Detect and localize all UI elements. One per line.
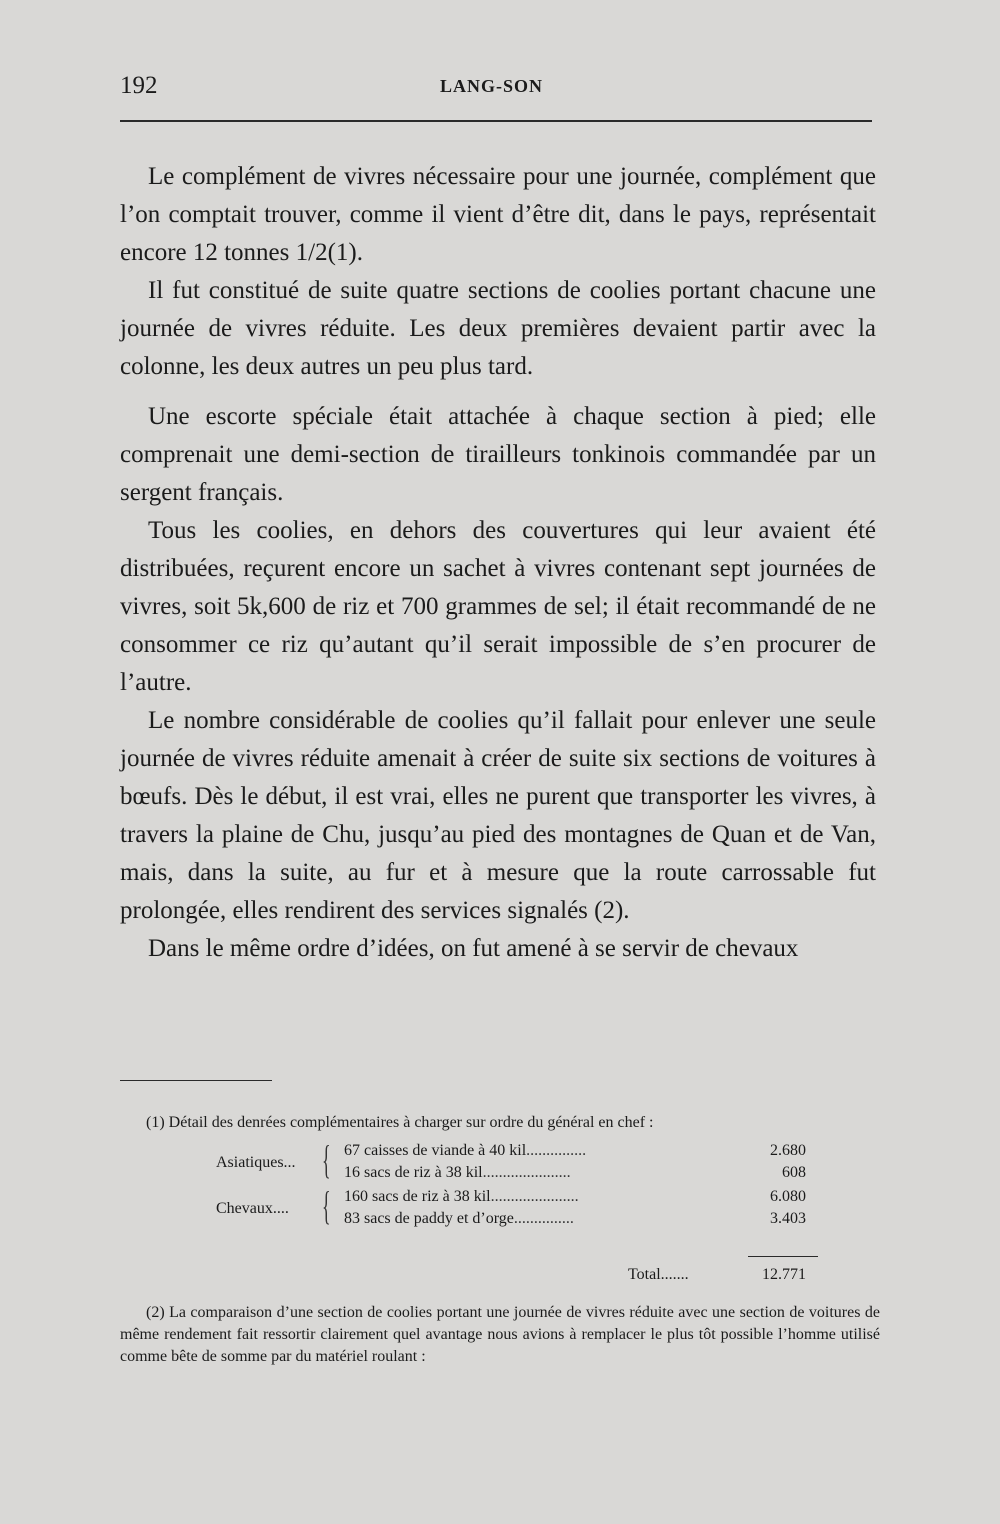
paragraph: Il fut constitué de suite quatre sections de coolies portant chacune une journée de vivres réduite. Les deux premières devaient partir avec la colonne, les deux autres un peu plus tard. bbox=[120, 277, 876, 380]
group-label: Asiatiques... bbox=[216, 1154, 296, 1171]
page-header bbox=[120, 72, 872, 106]
page-number: 192 bbox=[120, 72, 158, 99]
paragraph: Dans le même ordre d’idées, on fut amené à se servir de chevaux bbox=[148, 935, 799, 962]
brace-glyph: { bbox=[322, 1183, 331, 1228]
row-value: 3.403 bbox=[770, 1210, 806, 1227]
main-text bbox=[120, 158, 876, 968]
row-value: 608 bbox=[782, 1164, 806, 1181]
paragraph: Une escorte spéciale était attachée à chaque section à pied; elle comprenait une demi-section de tirailleurs tonkinois commandée par un sergent français. bbox=[120, 403, 876, 506]
footnote-1-table bbox=[120, 1137, 880, 1288]
header-rule bbox=[120, 120, 872, 122]
footnote-1-intro: (1) Détail des denrées complémentaires à charger sur ordre du général en chef : bbox=[146, 1114, 654, 1131]
paragraph: Tous les coolies, en dehors des couvertures qui leur avaient été distribuées, reçurent encore un sachet à vivres contenant sept journées de vivres, soit 5k,600 de riz et 700 grammes de sel; il était recommandé de ne consommer ce riz qu’autant qu’il serait impossible de s’en procurer de l’autre. bbox=[120, 517, 876, 696]
total-label: Total....... bbox=[628, 1266, 689, 1283]
brace-glyph: { bbox=[322, 1137, 331, 1182]
footnotes bbox=[120, 1112, 880, 1368]
group-label: Chevaux.... bbox=[216, 1200, 289, 1217]
total-rule bbox=[748, 1256, 818, 1257]
paragraph: Le complément de vivres nécessaire pour une journée, complément que l’on comptait trouver, comme il vient d’être dit, dans le pays, représentait encore 12 tonnes 1/2(1). bbox=[120, 163, 876, 266]
total-value: 12.771 bbox=[762, 1266, 806, 1283]
row-value: 6.080 bbox=[770, 1188, 806, 1205]
table-row: 83 sacs de paddy et d’orge............... bbox=[344, 1210, 574, 1227]
row-value: 2.680 bbox=[770, 1142, 806, 1159]
footnote-2: (2) La comparaison d’une section de coolies portant une journée de vivres réduite avec une section de voitures de même rendement fait ressortir clairement quel avantage nous avions à remplacer le plus tôt possible l’homme utilisé comme bête de somme par du matériel roulant : bbox=[120, 1304, 880, 1365]
table-row: 67 caisses de viande à 40 kil............... bbox=[344, 1142, 587, 1159]
paragraph: Le nombre considérable de coolies qu’il fallait pour enlever une seule journée de vivres réduite amenait à créer de suite six sections de voitures à bœufs. Dès le début, il est vrai, elles ne purent que transporter les vivres, à travers la plaine de Chu, jusqu’au pied des montagnes de Quan et de Van, mais, dans la suite, au fur et à mesure que la route carrossable fut prolongée, elles rendirent des services signalés (2). bbox=[120, 707, 876, 924]
table-row: 16 sacs de riz à 38 kil...................... bbox=[344, 1164, 571, 1181]
footnote-rule bbox=[120, 1080, 272, 1081]
table-row: 160 sacs de riz à 38 kil...................... bbox=[344, 1188, 579, 1205]
running-title: LANG-SON bbox=[440, 76, 544, 96]
